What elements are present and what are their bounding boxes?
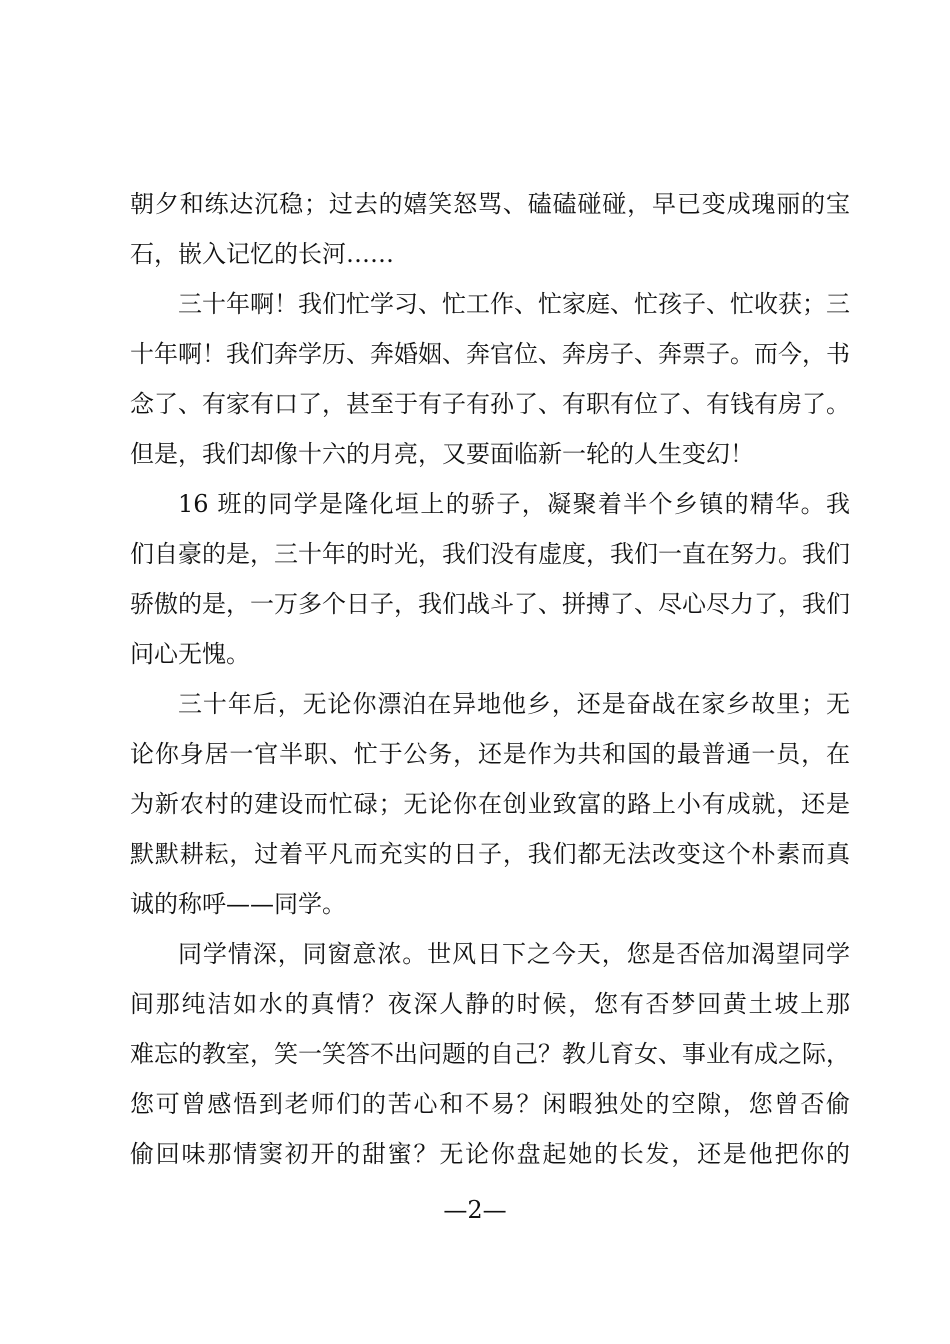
text-line: 但是，我们却像十六的月亮，又要面临新一轮的人生变幻！ xyxy=(130,440,754,468)
text-line: 诚的称呼——同学。 xyxy=(130,890,346,918)
text-line: 默默耕耘，过着平凡而充实的日子，我们都无法改变这个朴素而真 xyxy=(130,840,850,868)
text-line: 们自豪的是，三十年的时光，我们没有虚度，我们一直在努力。我们 xyxy=(130,540,850,568)
text-line: 骄傲的是，一万多个日子，我们战斗了、拼搏了、尽心尽力了，我们 xyxy=(130,590,850,618)
text-line: 三十年啊！我们忙学习、忙工作、忙家庭、忙孩子、忙收获；三 xyxy=(178,290,850,318)
text-line: 您可曾感悟到老师们的苦心和不易？闲暇独处的空隙，您曾否偷 xyxy=(130,1090,850,1118)
text-line: 难忘的教室，笑一笑答不出问题的自己？教儿育女、事业有成之际， xyxy=(130,1040,850,1068)
text-line: 问心无愧。 xyxy=(130,640,250,668)
text-line: 同学情深，同窗意浓。世风日下之今天，您是否倍加渴望同学 xyxy=(178,940,850,968)
text-line: 偷回味那情窦初开的甜蜜？无论你盘起她的长发，还是他把你的 xyxy=(130,1140,850,1168)
text-line: 念了、有家有口了，甚至于有子有孙了、有职有位了、有钱有房了。 xyxy=(130,390,850,418)
text-line: 16 班的同学是隆化垣上的骄子，凝聚着半个乡镇的精华。我 xyxy=(178,490,850,518)
page-number: —2— xyxy=(443,1196,507,1224)
text-line: 间那纯洁如水的真情？夜深人静的时候，您有否梦回黄土坡上那 xyxy=(130,990,850,1018)
text-line: 十年啊！我们奔学历、奔婚姻、奔官位、奔房子、奔票子。而今，书 xyxy=(130,340,850,368)
text-line: 朝夕和练达沉稳；过去的嬉笑怒骂、磕磕碰碰，早已变成瑰丽的宝 xyxy=(130,190,850,218)
text-line: 论你身居一官半职、忙于公务，还是作为共和国的最普通一员，在 xyxy=(130,740,850,768)
text-line: 为新农村的建设而忙碌；无论你在创业致富的路上小有成就，还是 xyxy=(130,790,850,818)
text-line: 三十年后，无论你漂泊在异地他乡，还是奋战在家乡故里；无 xyxy=(178,690,850,718)
text-line: 石，嵌入记忆的长河…… xyxy=(130,240,394,268)
